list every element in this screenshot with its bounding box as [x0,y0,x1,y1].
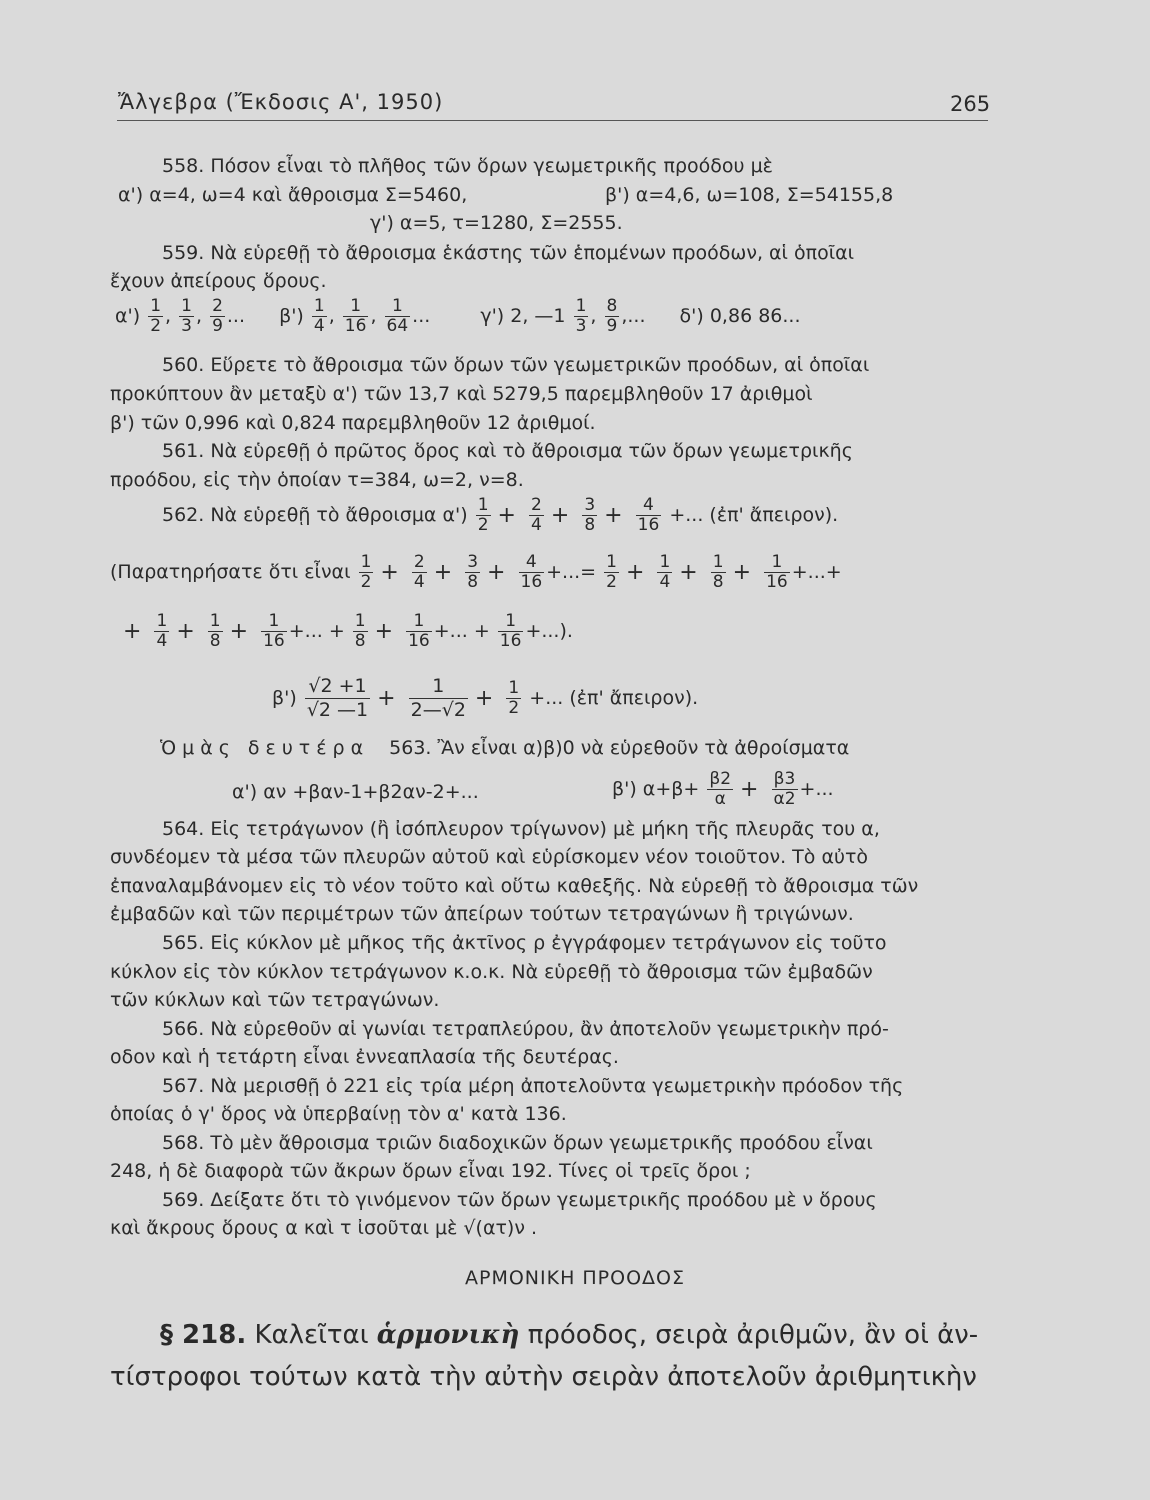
exercise-566-line2: οδον καὶ ἡ τετάρτη εἶναι ἐννεαπλασία τῆς δευτέρας. [110,1046,619,1068]
exercise-568-line1: 568. Τὸ μὲν ἄθροισμα τριῶν διαδοχικῶν ὅρων γεωμετρικῆς προόδου εἶναι [162,1132,873,1154]
exercise-562-line1: 562. Νὰ εὑρεθῇ τὸ ἄθροισμα α') $\frac{1}{2}$ + $\frac{2}{4}$ + $\frac{3}{8}$ + $\frac{4}{16}$ +... (ἐπ' ἄπειρον). [162,495,839,535]
paragraph-218-line1: § 218. Καλεῖται ἁρμονικὴ πρόοδος, σειρὰ ἀριθμῶν, ἂν οἱ ἀν- [160,1320,979,1350]
group-two-heading: Ὁμὰς δευτέρα 563. Ἂν εἶναι α)β)0 νὰ εὑρεθοῦν τὰ ἀθροίσματα [160,737,850,759]
exercise-558-b: β') α=4,6, ω=108, Σ=54155,8 [605,184,894,206]
exercise-569-line2: καὶ ἄκρους ὅρους α καὶ τ ἰσοῦται μὲ √(ατ)ν . [110,1217,538,1239]
exercise-567-line2: ὁποίας ὁ γ' ὅρος νὰ ὑπερβαίνῃ τὸν α' κατὰ 136. [110,1103,567,1125]
exercise-562-observation: (Παρατηρήσατε ὅτι εἶναι $\frac{1}{2}$ + $\frac{2}{4}$ + $\frac{3}{8}$ + $\frac{4}{16}$ +...= $\frac{1}{2}$ + $\frac{1}{4}$ + $\frac{1}{8}$ + $\frac{1}{16}$ +...+ [110,552,842,592]
exercise-564-line1: 564. Εἰς τετράγωνον (ἢ ἰσόπλευρον τρίγωνον) μὲ μήκη τῆς πλευρᾶς του α, [162,818,880,840]
fraction: $\frac{2}{9}$ [212,296,223,336]
exercise-565-line2: κύκλον εἰς τὸν κύκλον τετράγωνον κ.ο.κ. Νὰ εὑρεθῇ τὸ ἄθροισμα τῶν ἐμβαδῶν [110,961,873,983]
exercise-564-line3: ἐπαναλαμβάνομεν εἰς τὸ νέον τοῦτο καὶ οὕτω καθεξῆς. Νὰ εὑρεθῇ τὸ ἄθροισμα τῶν [110,875,919,897]
exercise-561-line2: προόδου, εἰς τὴν ὁποίαν τ=384, ω=2, ν=8. [110,469,524,491]
exercise-569-line1: 569. Δείξατε ὅτι τὸ γινόμενον τῶν ὅρων γεωμετρικῆς προόδου μὲ ν ὅρους [162,1189,877,1211]
exercise-567-line1: 567. Νὰ μερισθῇ ὁ 221 εἰς τρία μέρη ἀποτελοῦντα γεωμετρικὴν πρόοδον τῆς [162,1075,904,1097]
fraction: $\frac{1}{2}$ [150,296,162,336]
fraction: $\frac{1}{3}$ [181,296,192,336]
exercise-565-line3: τῶν κύκλων καὶ τῶν τετραγώνων. [110,989,440,1011]
exercise-568-line2: 248, ἡ δὲ διαφορὰ τῶν ἄκρων ὅρων εἶναι 192. Τίνες οἱ τρεῖς ὅροι ; [110,1160,751,1182]
fraction: $\frac{1}{16}$ [344,296,367,336]
exercise-560-line3: β') τῶν 0,996 καὶ 0,824 παρεμβληθοῦν 12 ἀριθμοί. [110,412,596,434]
label-a: α') [115,305,141,327]
exercise-558-c: γ') α=5, τ=1280, Σ=2555. [370,212,623,234]
running-header-title: Ἄλγεβρα (Ἔκδοσις Α', 1950) [118,90,444,114]
fraction: $\frac{1}{64}$ [386,296,409,336]
exercise-561-line1: 561. Νὰ εὑρεθῇ ὁ πρῶτος ὅρος καὶ τὸ ἄθροισμα τῶν ὅρων γεωμετρικῆς [162,440,853,462]
label-c: γ') 2, —1 [480,305,566,327]
exercise-565-line1: 565. Εἰς κύκλον μὲ μῆκος τῆς ἀκτῖνος ρ ἐγγράφομεν τετράγωνον εἰς τοῦτο [162,932,887,954]
exercise-563-a: α') αν +βαν-1+β2αν-2+... [232,781,479,803]
label-d: δ') 0,86 86... [679,305,801,327]
defined-term: ἁρμονικὴ [376,1320,520,1350]
exercise-564-line2: συνδέομεν τὰ μέσα τῶν πλευρῶν αὐτοῦ καὶ εὑρίσκομεν νέον τοιοῦτον. Τὸ αὐτὸ [110,846,869,868]
fraction: $\frac{8}{9}$ [606,296,618,336]
label-b: β') [279,305,304,327]
exercise-559-line2: ἔχουν ἀπείρους ὅρους. [110,270,327,292]
fraction: $\frac{1}{4}$ [313,296,325,336]
exercise-564-line4: ἐμβαδῶν καὶ τῶν περιμέτρων τῶν ἀπείρων τούτων τετραγώνων ἢ τριγώνων. [110,903,854,925]
exercise-560-line2: προκύπτουν ἂν μεταξὺ α') τῶν 13,7 καὶ 5279,5 παρεμβληθοῦν 17 ἀριθμοὶ [110,383,813,405]
header-rule [117,120,988,121]
exercise-566-line1: 566. Νὰ εὑρεθοῦν αἱ γωνίαι τετραπλεύρου, ἂν ἀποτελοῦν γεωμετρικὴν πρό- [162,1018,889,1040]
exercise-558-line1: 558. Πόσον εἶναι τὸ πλῆθος τῶν ὅρων γεωμετρικῆς προόδου μὲ [162,155,773,177]
exercise-562-expansion: + $\frac{1}{4}$ + $\frac{1}{8}$ + $\frac{1}{16}$ +... + $\frac{1}{8}$ + $\frac{1}{16}$ +... + $\frac{1}{16}$ +...). [123,611,573,651]
exercise-562-b: β') $\frac{√2 +1}{√2 —1}$ + $\frac{1}{2—√2}$ + $\frac{1}{2}$ +... (ἐπ' ἄπειρον). [272,675,699,721]
exercise-559-series: α') $\frac{1}{2}$ , $\frac{1}{3}$ , $\frac{2}{9}$ ... β') $\frac{1}{4}$ , $\frac{1}{16}$ , $\frac{1}{64}$ ... γ') 2, —1 $\frac{1}{3}$ , $\frac{8}{9}$ ,... δ') 0,86 86... [115,296,801,336]
exercise-558-a: α') α=4, ω=4 καὶ ἄθροισμα Σ=5460, [118,184,468,206]
page-number: 265 [950,92,991,116]
exercise-563-b: β') α+β+ $\frac{\beta 2}{\alpha}$ + $\frac{\beta 3}{\alpha 2}$ +... [612,769,834,809]
fraction: $\frac{1}{3}$ [575,296,587,336]
paragraph-218-line2: τίστροφοι τούτων κατὰ τὴν αὐτὴν σειρὰν ἀποτελοῦν ἀριθμητικὴν [110,1362,977,1392]
exercise-560-line1: 560. Εὕρετε τὸ ἄθροισμα τῶν ὅρων τῶν γεωμετρικῶν προόδων, αἱ ὁποῖαι [162,354,870,376]
exercise-559-line1: 559. Νὰ εὑρεθῇ τὸ ἄθροισμα ἑκάστης τῶν ἑπομένων προόδων, αἱ ὁποῖαι [162,242,855,264]
section-title: ΑΡΜΟΝΙΚΗ ΠΡΟΟΔΟΣ [464,1267,686,1289]
